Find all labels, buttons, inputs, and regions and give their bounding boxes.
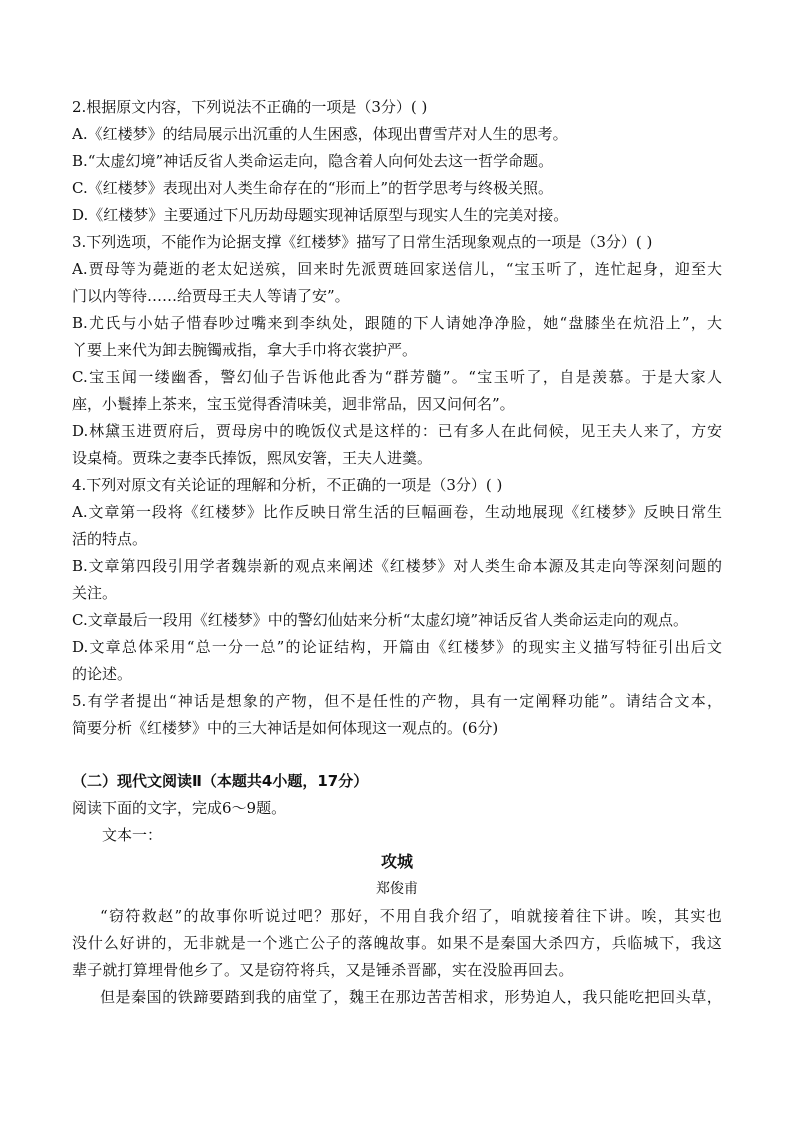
story-author: 郑俊甫 [376,881,418,897]
question-4-option-c: C.文章最后一段用《红楼梦》中的警幻仙姑来分析“太虚幻境”神话反省人类命运走向的观点。 [72,611,689,629]
text-one-label: 文本一： [102,826,163,844]
question-4-option-d-line2: 的论述。 [72,665,133,683]
question-3-option-b-line1: B.尤氏与小姑子惜春吵过嘴来到李纨处，跟随的下人请她净净脸，她“盘膝坐在炕沿上”，大 [72,314,722,332]
question-2-option-d: D.《红楼梦》主要通过下凡历劫母题实现神话原型与现实人生的完美对接。 [72,206,569,224]
story-paragraph-2-line1: 但是秦国的铁蹄要踏到我的庙堂了，魏王在那边苦苦相求，形势迫人，我只能吃把回头草， [100,988,722,1006]
question-4-option-a-line1: A.文章第一段将《红楼梦》比作反映日常生活的巨幅画卷，生动地展现《红楼梦》反映日常生 [72,503,722,521]
question-5-line1: 5.有学者提出“神话是想象的产物，但不是任性的产物，具有一定阐释功能”。请结合文本， [72,692,722,710]
question-3-option-d-line2: 设桌椅。贾珠之妻李氏捧饭，熙凤安箸，王夫人进羹。 [72,449,433,467]
question-3-option-c-line2: 座，小鬟捧上茶来，宝玉觉得香清味美，迥非常品，因又问何名”。 [72,395,515,413]
story-paragraph-1-line3: 辈子就打算埋骨他乡了。又是窃符将兵，又是锤杀晋鄙，实在没脸再回去。 [72,961,574,979]
story-paragraph-1-line2: 没什么好讲的，无非就是一个逃亡公子的落魄故事。如果不是秦国大杀四方，兵临城下，我这 [72,934,722,952]
question-3-option-c-line1: C.宝玉闻一缕幽香，警幻仙子告诉他此香为“群芳髓”。“宝玉听了，自是羡慕。于是大家人 [72,368,722,386]
question-4-option-b-line2: 关注。 [72,584,118,602]
question-3-option-b-line2: 丫要上来代为卸去腕镯戒指，拿大手巾将衣裳护严。 [72,341,418,359]
question-4-option-b-line1: B.文章第四段引用学者魏崇新的观点来阐述《红楼梦》对人类生命本源及其走向等深刻问题的 [72,557,722,575]
question-3-option-a-line1: A.贾母等为薨逝的老太妃送殡，回来时先派贾琏回家送信儿，“宝玉听了，连忙起身，迎至大 [72,260,722,278]
question-4-option-d-line1: D.文章总体采用“总一分一总”的论证结构，开篇由《红楼梦》的现实主义描写特征引出后文 [72,638,722,656]
question-4-stem: 4.下列对原文有关论证的理解和分析，不正确的一项是（3分）( ) [72,476,503,494]
question-4-option-a-line2: 活的特点。 [72,530,148,548]
question-2-option-c: C.《红楼梦》表现出对人类生命存在的“形而上”的哲学思考与终极关照。 [72,179,554,197]
question-2-option-a: A.《红楼梦》的结局展示出沉重的人生困惑，体现出曹雪芹对人生的思考。 [72,125,568,143]
question-5-line2: 简要分析《红楼梦》中的三大神话是如何体现这一观点的。(6分) [72,719,499,737]
section-2-heading: （二）现代文阅读Ⅱ（本题共4小题，17分） [72,772,369,790]
question-3-option-d-line1: D.林黛玉进贾府后，贾母房中的晚饭仪式是这样的：已有多人在此伺候，见王夫人来了，方安 [72,422,722,440]
question-2-option-b: B.“太虚幻境”神话反省人类命运走向，隐含着人向何处去这一哲学命题。 [72,152,554,170]
story-title: 攻城 [380,852,413,871]
question-3-stem: 3.下列选项，不能作为论据支撑《红楼梦》描写了日常生活现象观点的一项是（3分）( ) [72,233,653,251]
question-2-stem: 2.根据原文内容，下列说法不正确的一项是（3分）( ) [72,98,428,116]
question-3-option-a-line2: 门以内等待……给贾母王夫人等请了安”。 [72,287,350,305]
section-2-instruction: 阅读下面的文字，完成6～9题。 [72,799,287,817]
story-paragraph-1-line1: “窃符救赵”的故事你听说过吧？那好，不用自我介绍了，咱就接着往下讲。唉，其实也 [100,907,722,925]
